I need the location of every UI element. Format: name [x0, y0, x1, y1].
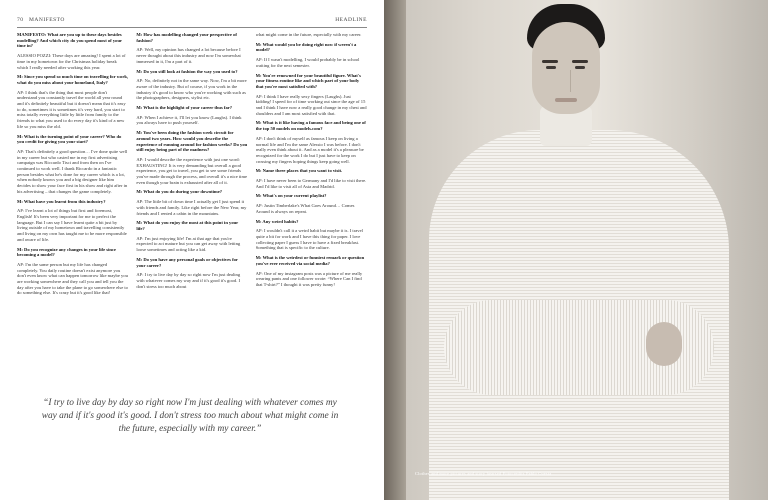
header-rule [17, 27, 367, 28]
interview-answer: ALESSIO POZZI: These days are amazing! I spent a lot of time in my hometown for the Christmas holiday break which I really needed after working this year. [17, 53, 126, 70]
column-2 [136, 32, 247, 367]
page-number: 70 [17, 17, 24, 23]
interview-answer: AP: I don't think of myself as famous I keep on living a normal life and I'm the same Alessio I was before. I don't really even think about it. And as a model it's a pleasure be recognized for the work I do but I just have to keep on crossing my fingers hoping things keep going well. [255, 135, 364, 164]
interview-question: M: What is the weirdest or funniest remark or question you've ever received via social media? [255, 255, 365, 266]
pull-quote: “I try to live day by day so right now I'm just dealing with whatever comes my way and if it's good it's good. I don't stress too much about what might come in the future, especially with my career.” [41, 398, 339, 434]
interview-answer: AP: If I wasn't modelling, I would probably be in school waiting for the next semester. [255, 57, 360, 68]
interview-answer: AP: One of my instagram posts was a picture of me really wearing pants and one follower wrote: “Where Can I find that T-shirt?” I thought it was pretty funny! [255, 270, 363, 287]
photo-caption: Clothes and more pictures and story hearsed Fotocredits Pablo Cuesta [415, 471, 552, 476]
interview-question: M: Do you recognize any changes in your life since becoming a model? [17, 246, 116, 258]
interview-question: M: What's on your current playlist? [255, 193, 327, 199]
interview-question: M: What would you be doing right now if weren't a model? [255, 41, 357, 53]
interview-question: M: What do you enjoy the most at this point in your life? [136, 220, 239, 231]
interview-question: M: What is the turning point of your career? Who do you credit for giving you your start? [17, 133, 122, 145]
page-header [17, 17, 367, 27]
interview-question: M: Any weird habits? [255, 218, 299, 224]
interview-question: M: You're renowned for your beautiful figure. What's your fitness routine like and which part of your body that you're most satisfied with? [255, 72, 361, 89]
interview-answer: AP: I try to live day by day so right now I'm just dealing with whatever comes my way and if it's good it's good. I don't stress too much about [136, 272, 241, 289]
interview-question: M: Name three places that you want to visit. [255, 168, 343, 174]
interview-answer: AP: I think that's the thing that most people don't understand you constantly travel the world all year round and it's definitely beautiful but it doesn't mean that it's easy to do, sometimes it is sometimes it's very hard, you start to miss totally everything little by little from family to the friends to what you used to do every day it's kind of a new life so you miss the old. [17, 89, 126, 129]
interview-answer: AP: I would describe the experience with just one word: EXHAUSTING! It is very demanding but overall a good experience, you get to travel, you get to see some friends you've made through the process, and overall it's a nice time even though your brain is exhausted after all of it. [136, 156, 248, 185]
interview-question: M: You've been doing the fashion week circuit for around two years. How would you describe the experience of running around for fashion weeks? Do you still enjoy being part of the madness? [136, 130, 248, 153]
right-eyebrow [572, 60, 588, 63]
column-3 [256, 32, 367, 367]
left-eyebrow [542, 60, 558, 63]
interview-answer: AP: Justin Timberlake's What Goes Around… Comes Around is always on repeat. [255, 203, 355, 214]
interview-answer: AP: When I achieve it, I'll let you know (Laughs). I think you always have to push yourself. [136, 114, 242, 126]
interview-question: MANIFESTO: What are you up to these days besides modelling? And which city do you spend most of your time in? [17, 32, 122, 49]
interview-answer: AP: I think I have really sexy fingers (Laughs). Just kidding! I speed for of time working out since the age of 15 and I think I have now a really good change in my chest and shoulders and I am most satisfied with that. [255, 93, 367, 116]
interview-answer: AP: That's definitely a good question… I've done quite well in my career but who casted me in my first advertising campaign was Riccardo Tisci and from then on I've continued to work well. I thank Riccardo in a fantastic person besides what he's done for my career which is a lot, when nobody knows you and a big designer like him decides to show your face first in his show and right after in his advertising – that changes the game completely. [17, 148, 128, 194]
column-1 [17, 32, 128, 367]
interview-answer: AP: The little bit of down time I actually get I just spend it with friends and family. Like right before the New Year, my friends and I rented a cabin in the mountains. [136, 199, 247, 216]
hand [646, 322, 682, 366]
interview-question: M: What is the highlight of your career thus far? [136, 105, 233, 111]
interview-question: M: What have you learnt from this industry? [17, 198, 106, 204]
section-name: HEADLINE [335, 17, 367, 23]
interview-question: M: Do you still look at fashion the way you used to? [136, 68, 238, 74]
magazine-name: MANIFESTO [29, 17, 65, 23]
interview-question: M: Since you spend so much time on travelling for work, what do you miss about your homeland, Italy? [17, 74, 129, 85]
interview-answer: AP: I'm just enjoying life! I'm at that age that you're expected to act mature but you can get away with letting loose sometimes and acting like a kid. [136, 235, 241, 253]
mouth [555, 98, 577, 102]
interview-question: M: What do you do during your downtime? [136, 189, 223, 195]
interview-answer: AP: I've learnt a lot of things but first and foremost, English! It's been very important for me to perfect the language. But I can say I have learnt quite a bit just by living outside of my hometown and travelling consistently and living on my own has taught me to be more responsible and aware of life. [17, 208, 127, 242]
interview-answer: AP: I'm the same person but my life has changed completely. You daily routine doesn't exist anymore you don't even know what can happen tomorrow like maybe you are working somewhere and they call you and tell you the day after you have to take the plane to go somewhere else to do something else. It's crazy but it's good like that! [17, 261, 128, 296]
nose [562, 70, 571, 92]
right-page-photo [384, 0, 768, 500]
interview-answer: AP: Well, my opinion has changed a lot because before I never thought about this industry and now I'm somewhat immersed in it, I'm a part of it. [136, 47, 241, 64]
interview-columns [17, 32, 367, 367]
right-eye [575, 66, 585, 69]
interview-question: M: Do you have any personal goals or objectives for your career? [136, 256, 238, 268]
left-eye [546, 66, 556, 69]
interview-question: M: How has modelling changed your perspective of fashion? [136, 32, 237, 43]
wall-shadow [384, 0, 406, 500]
interview-answer: AP: No, definitely not in the same way. Now, I'm a bit more aware of the industry. But of course, if you work in the industry it's good to know who you're working with such as the photographers, designers, stylist etc. [136, 78, 247, 101]
interview-answer: AP: I have never been to Germany and I'd like to visit there. And I'd like to visit all of Asia and Madrid. [255, 178, 367, 189]
interview-answer: what might come in the future, especially with my career. [255, 32, 362, 37]
interview-question: M: What is it like having a famous face and being one of the top 50 models on models.com? [255, 120, 366, 132]
interview-answer: AP: I wouldn't call it a weird habit but maybe it is. I travel quite a bit for work and I have this thing for paper. I love collecting paper I guess I have to have a fixed breakfast. Something that is specific to the culture. [255, 228, 363, 251]
